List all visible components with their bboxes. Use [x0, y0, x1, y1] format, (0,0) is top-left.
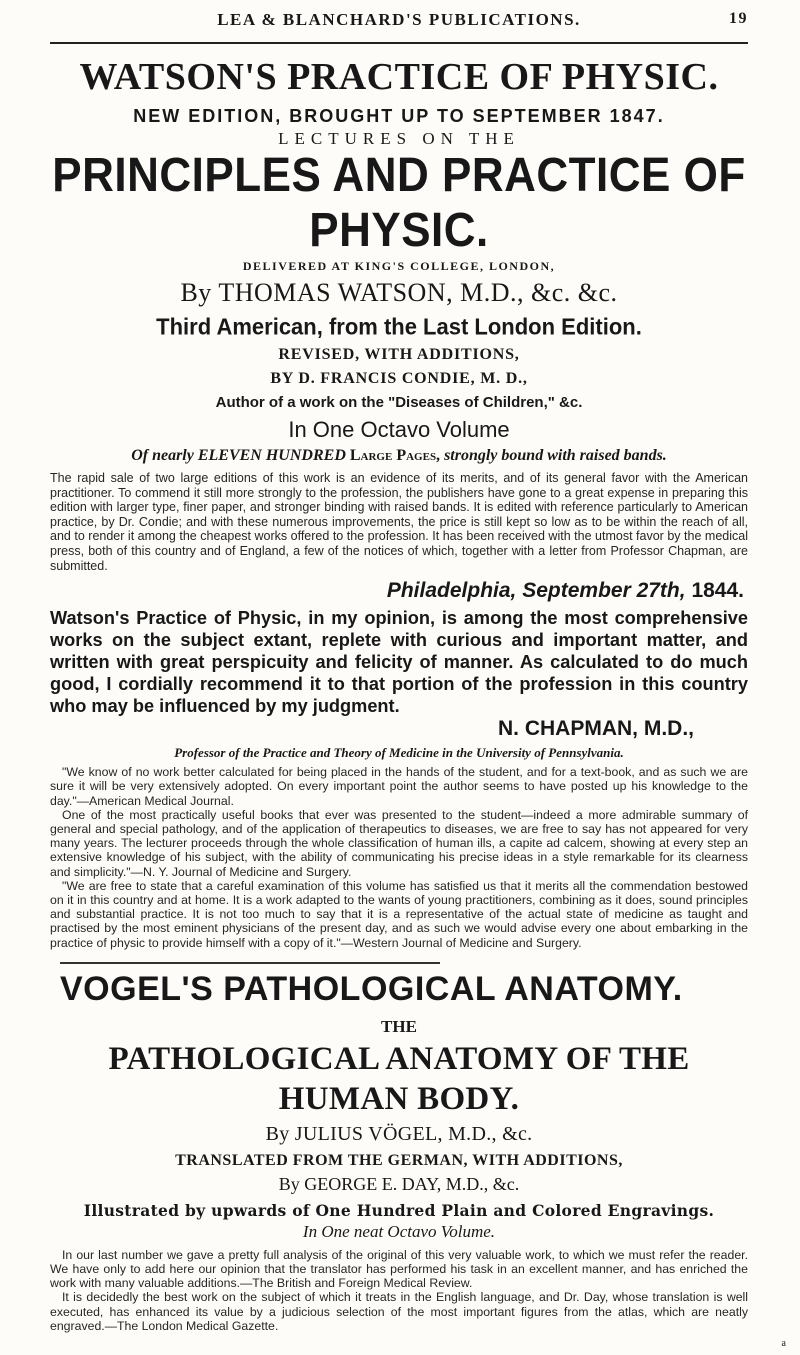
dateline [50, 579, 744, 603]
volume-line: In One Octavo Volume [288, 417, 510, 442]
chapman-letter: Watson's Practice of Physic, in my opinion, is among the most comprehensive works on the subject extant, replete with curious and important matter, and written with great perspicuity and felicity of manner. As calculated to do much good, I cordially recommend it to that portion of the profession in this country who may be influenced by my judgment. [50, 608, 748, 717]
edition-note: NEW EDITION, BROUGHT UP TO SEPTEMBER 1847. [133, 106, 665, 126]
principles-title: PRINCIPLES AND PRACTICE OF PHYSIC. [52, 148, 746, 257]
watson-reviews [50, 765, 748, 950]
dateline-place: Philadelphia, September 27th, [386, 579, 686, 603]
vogel-volume: In One neat Octavo Volume. [302, 1221, 496, 1241]
illustrated-line: Illustrated by upwards of One Hundred Plain and Colored Engravings. [83, 1200, 715, 1220]
running-head-title: LEA & BLANCHARD'S PUBLICATIONS. [217, 10, 581, 29]
vogel-the: THE [381, 1016, 417, 1036]
pages-pre: Of nearly ELEVEN HUNDRED [131, 447, 346, 464]
signature: N. CHAPMAN, M.D., [498, 717, 694, 741]
vogel-title: PATHOLOGICAL ANATOMY OF THE HUMAN BODY. [108, 1040, 690, 1117]
pages-sc: Large Pages, [349, 447, 441, 464]
vogel-advertisement [50, 970, 748, 1333]
dateline-year: 1844. [691, 579, 744, 603]
pages-post: strongly bound with raised bands. [444, 447, 667, 464]
review-paragraph: It is decidedly the best work on the subject of which it treats in the English language, and Dr. Day, whose translation is well executed, has enhanced its value by a judicious selection of the most important figures from the atlas, which are neatly engraved.—The London Medical Gazette. [50, 1290, 748, 1333]
review-paragraph: One of the most practically useful books that ever was presented to the student—indeed a more admirable summary of general and special pathology, and of the application of therapeutics to diseases, we are free to say has not appeared for very many years. The lecturer proceeds through the whole classification of human ills, a capite ad calcem, showing at every step an extensive knowledge of his subject, with the ability of communicating his precise ideas in a style remarkable for its clearness and simplicity."—N. Y. Journal of Medicine and Surgery. [50, 807, 748, 879]
watson-advertisement [50, 54, 748, 950]
watson-author: By THOMAS WATSON, M.D., &c. &c. [180, 278, 618, 307]
vogel-reviews [50, 1248, 748, 1333]
edition-line: Third American, from the Last London Edition. [156, 313, 642, 340]
running-head [50, 0, 748, 42]
review-paragraph: In our last number we gave a pretty full analysis of the original of this very valuable work, to which we must refer the reader. We have only to add here our opinion that the translator has performed his task in an excellent manner, and has enriched the work with many valuable additions.—The British and Foreign Medical Review. [50, 1247, 748, 1291]
pages-line [50, 447, 748, 465]
vogel-author: By JULIUS VÖGEL, M.D., &c. [265, 1122, 533, 1145]
publisher-blurb: The rapid sale of two large editions of this work is an evidence of its merits, and of its general favor with the American practitioner. To commend it still more strongly to the profession, the publishers have gone to a great expense in preparing this edition with larger type, finer paper, and stronger binding with raised bands. It is edited with reference particularly to American practice, by Dr. Condie; and with these numerous improvements, the price is still kept so low as to be within the reach of all, and to render it among the cheapest works offered to the profession. It has been received with the utmost favor by the medical press, both of this country and of England, a few of the notices of which, together with a letter from Professor Chapman, are submitted. [50, 471, 748, 573]
signature-mark: a [781, 1338, 786, 1349]
translator-line: By GEORGE E. DAY, M.D., &c. [278, 1173, 520, 1194]
review-paragraph: "We know of no work better calculated for being placed in the hands of the student, and for a text-book, and as such we are sure it will be very extensively adopted. On every important point the author seems to have posted up his knowledge to the day."—American Medical Journal. [50, 765, 748, 808]
head-rule [50, 42, 748, 44]
editor-line: BY D. FRANCIS CONDIE, M. D., [270, 370, 528, 387]
editor-note: Author of a work on the "Diseases of Children," &c. [215, 394, 583, 411]
vogel-heading: VOGEL'S PATHOLOGICAL ANATOMY. [60, 969, 683, 1008]
section-rule [60, 962, 440, 964]
translated-line: TRANSLATED FROM THE GERMAN, WITH ADDITIONS, [175, 1151, 623, 1169]
delivered-line: DELIVERED AT KING'S COLLEGE, LONDON, [242, 259, 556, 273]
review-paragraph: "We are free to state that a careful examination of this volume has satisfied us that it merits all the commendation bestowed on it in this country and at home. It is a work adapted to the wants of young practitioners, combining as it does, sound principles and substantial practice. It is not too much to say that it is a representative of the actual state of medicine as taught and practised by the most eminent physicians of the present day, and as such we would advise every one about embarking in the practice of physic to provide himself with a copy of it."—Western Journal of Medicine and Surgery. [50, 878, 748, 950]
revised-line: REVISED, WITH ADDITIONS, [278, 346, 520, 363]
signature-title: Professor of the Practice and Theory of Medicine in the University of Pennsylvania. [174, 745, 624, 761]
page-number: 19 [729, 10, 748, 27]
watson-title: WATSON'S PRACTICE OF PHYSIC. [79, 56, 719, 98]
lectures-line: LECTURES ON THE [278, 129, 520, 148]
